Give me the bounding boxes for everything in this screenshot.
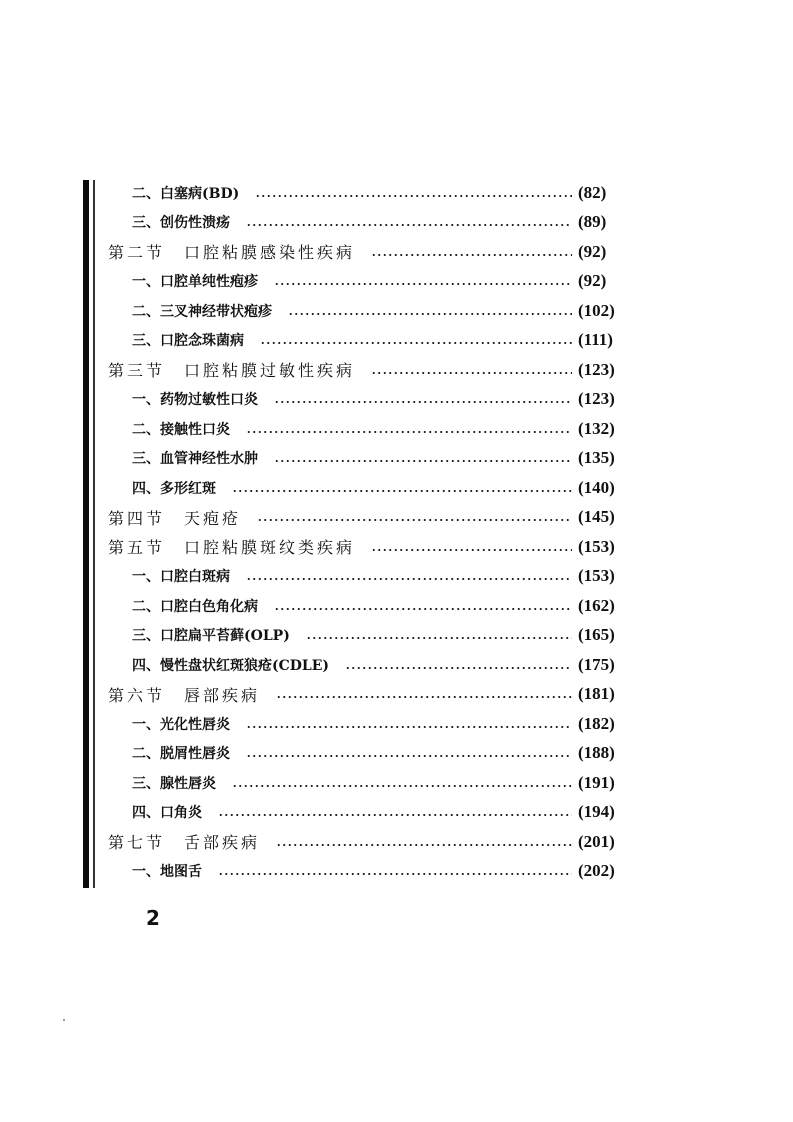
toc-leader-dots (371, 372, 572, 374)
toc-page-number: (153) (578, 566, 615, 586)
toc-page-number: (92) (578, 241, 607, 261)
toc-item-row (0, 178, 793, 208)
toc-leader-dots (246, 431, 572, 433)
toc-item-title: 一、地图舌 (132, 864, 202, 881)
toc-section-row (0, 827, 793, 857)
toc-item-row (0, 798, 793, 828)
toc-item-title: 二、接触性口炎 (132, 421, 230, 438)
toc-leader-dots (288, 313, 572, 315)
toc-page-number: (162) (578, 595, 615, 615)
toc-section-row (0, 503, 793, 533)
toc-page-number: (135) (578, 448, 615, 468)
toc-leader-dots (345, 667, 572, 669)
toc-item-row (0, 385, 793, 415)
toc-page-number: (111) (578, 330, 613, 350)
toc-page-number: (102) (578, 300, 615, 320)
toc-page-number: (181) (578, 684, 615, 704)
toc-leader-dots (274, 283, 572, 285)
toc-item-row (0, 414, 793, 444)
scan-speck (63, 1019, 65, 1021)
toc-page-number: (140) (578, 477, 615, 497)
toc-leader-dots (232, 490, 572, 492)
toc-section-row (0, 680, 793, 710)
toc-page-number: (82) (578, 182, 607, 202)
toc-item-row (0, 296, 793, 326)
toc-page-number: (201) (578, 831, 615, 851)
toc-leader-dots (260, 342, 572, 344)
toc-item-title: 一、口腔白斑病 (132, 569, 230, 586)
toc-item-row (0, 208, 793, 238)
toc-item-row (0, 709, 793, 739)
toc-leader-dots (276, 696, 572, 698)
toc-page-number: (182) (578, 713, 615, 733)
toc-item-title: 四、慢性盘状红斑狼疮(CDLE) (132, 657, 330, 674)
toc-item-title: 三、口腔扁平苔藓(OLP) (132, 628, 290, 645)
toc-page-number: (191) (578, 772, 615, 792)
toc-leader-dots (246, 578, 572, 580)
toc-leader-dots (246, 755, 572, 757)
toc-section-title: 第六节 唇部疾病 (108, 685, 261, 705)
toc-item-title: 一、口腔单纯性疱疹 (132, 274, 258, 291)
toc-leader-dots (306, 637, 572, 639)
toc-item-title: 一、光化性唇炎 (132, 716, 230, 733)
toc-item-title: 一、药物过敏性口炎 (132, 392, 258, 409)
toc-item-row (0, 444, 793, 474)
toc-page-number: (123) (578, 389, 615, 409)
toc-item-row (0, 621, 793, 651)
toc-item-title: 二、白塞病(BD) (132, 185, 240, 202)
toc-item-title: 三、口腔念珠菌病 (132, 333, 244, 350)
toc-page-number: (175) (578, 654, 615, 674)
toc-item-title: 二、脱屑性唇炎 (132, 746, 230, 763)
toc-item-title: 三、创伤性溃疡 (132, 215, 230, 232)
toc-item-title: 三、血管神经性水肿 (132, 451, 258, 468)
toc-item-title: 二、三叉神经带状疱疹 (132, 303, 272, 320)
toc-leader-dots (276, 844, 572, 846)
toc-item-row (0, 739, 793, 769)
page-number: 2 (146, 906, 160, 930)
toc-item-title: 二、口腔白色角化病 (132, 598, 258, 615)
toc-leader-dots (371, 549, 572, 551)
toc-leader-dots (218, 873, 572, 875)
toc-leader-dots (255, 195, 572, 197)
toc-item-row (0, 650, 793, 680)
toc-page-number: (89) (578, 212, 607, 232)
toc-section-title: 第二节 口腔粘膜感染性疾病 (108, 243, 356, 263)
toc-page-number: (165) (578, 625, 615, 645)
toc-section-title: 第三节 口腔粘膜过敏性疾病 (108, 361, 356, 381)
toc-leader-dots (246, 726, 572, 728)
toc-item-row (0, 591, 793, 621)
toc-leader-dots (274, 608, 572, 610)
toc-item-row (0, 857, 793, 887)
toc-page-number: (188) (578, 743, 615, 763)
toc-leader-dots (257, 519, 572, 521)
toc-item-title: 四、口角炎 (132, 805, 202, 822)
toc-page-number: (194) (578, 802, 615, 822)
toc-section-title: 第七节 舌部疾病 (108, 833, 261, 853)
toc-leader-dots (274, 460, 572, 462)
toc-leader-dots (246, 224, 572, 226)
toc-section-title: 第五节 口腔粘膜斑纹类疾病 (108, 538, 356, 558)
toc-item-title: 三、腺性唇炎 (132, 775, 216, 792)
toc-leader-dots (274, 401, 572, 403)
toc-page-number: (153) (578, 536, 615, 556)
toc-page-number: (123) (578, 359, 615, 379)
toc-item-title: 四、多形红斑 (132, 480, 216, 497)
toc-page-number: (92) (578, 271, 607, 291)
toc-leader-dots (232, 785, 572, 787)
toc-section-row (0, 532, 793, 562)
toc-item-row (0, 326, 793, 356)
toc-leader-dots (218, 814, 572, 816)
toc-page-number: (132) (578, 418, 615, 438)
toc-item-row (0, 473, 793, 503)
toc-item-row (0, 562, 793, 592)
toc-item-row (0, 267, 793, 297)
toc-section-row (0, 237, 793, 267)
toc-page-number: (202) (578, 861, 615, 881)
toc-item-row (0, 768, 793, 798)
toc-page-number: (145) (578, 507, 615, 527)
toc-section-title: 第四节 天疱疮 (108, 508, 242, 528)
toc-leader-dots (371, 254, 572, 256)
toc-section-row (0, 355, 793, 385)
